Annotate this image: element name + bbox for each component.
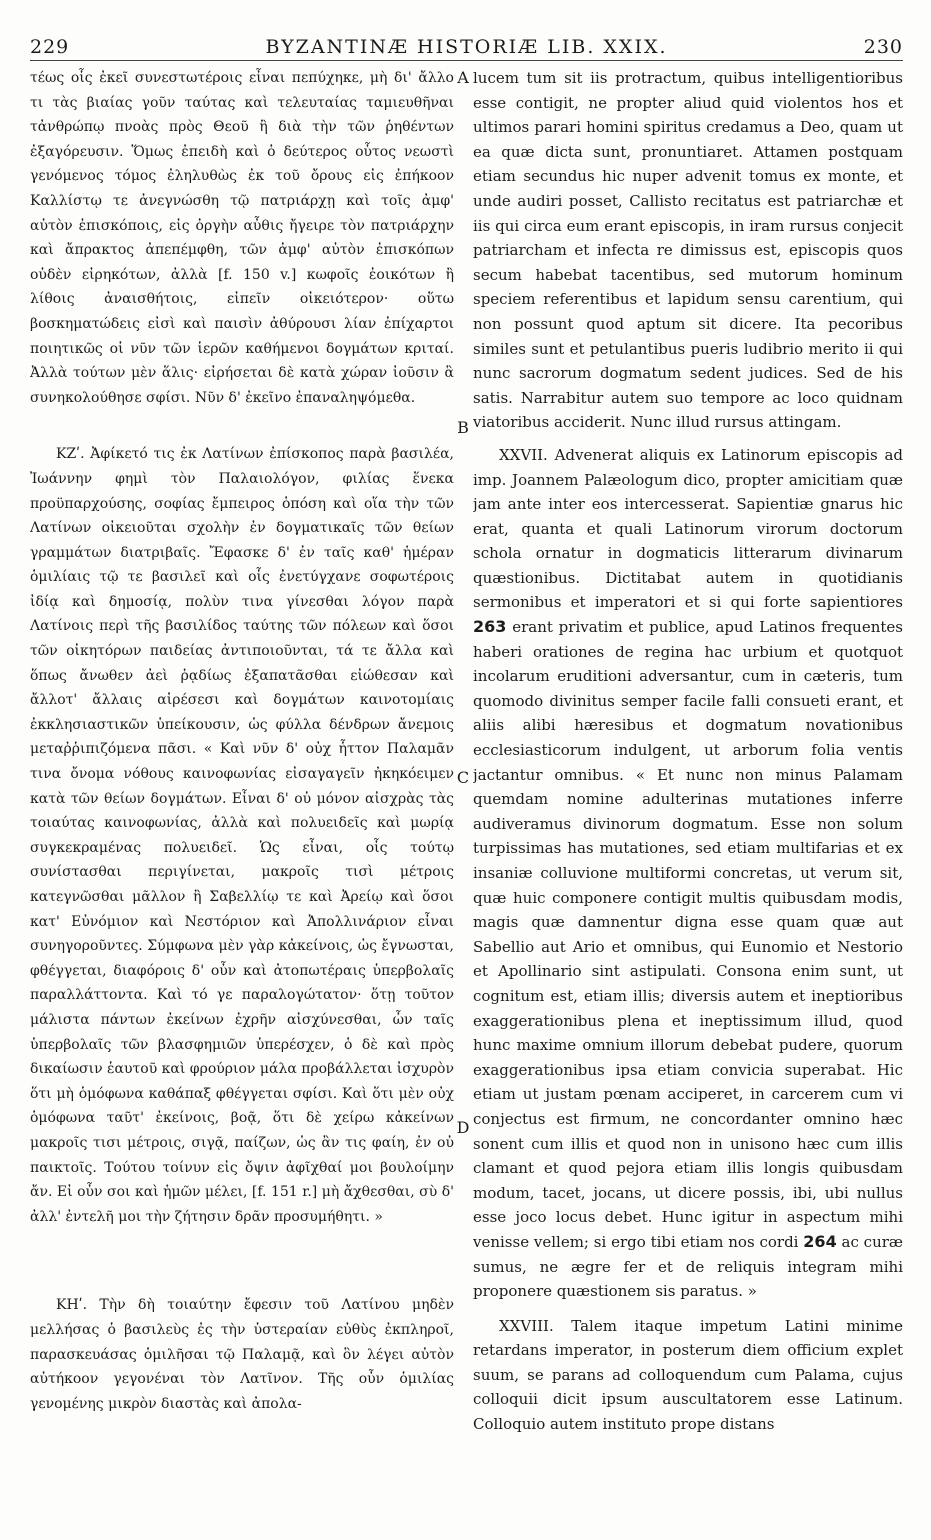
page-reference-264: 264: [803, 1231, 837, 1251]
margin-marker-a: A: [457, 68, 469, 87]
latin-section-28-number: XXVIII.: [499, 1316, 554, 1335]
latin-section-28: [473, 1314, 903, 1437]
margin-marker-b: B: [457, 418, 469, 437]
greek-section-28-text: Τὴν δὴ τοιαύτην ἔφεσιν τοῦ Λατίνου μηδὲν μελλήσας ὁ βασιλεὺς ἐς τὴν ὑστεραίαν εὐθὺς ἐκπληροῖ, παρασκευάσας ὁμιλῆσαι τῷ Παλαμᾷ, καὶ ὃν λέγει αὐτὸν αὐτήκοον γεγονέναι τὸν Λατῖνον. Τῆς οὖν ὁμιλίας γενομένης μικρὸν διαστὰς καὶ ἀπολα-: [30, 1297, 454, 1412]
latin-section-27-text-a: Advenerat aliquis ex Latinorum episcopis ad imp. Joannem Palæologum dico, propter amicitiam quæ jam ante inter eos intercesserat. Sapientiæ gnarus hic erat, quanta et quali Latinorum virorum doctorum schola ornatur in dogmaticis litterarum divinarum quæstionibus. Dictitabat autem in quotidianis sermonibus et imperatori et si qui forte sapientiores: [473, 445, 903, 612]
latin-section-28-text: Talem itaque impetum Latini minime retardans imperator, in posterum diem officium explet suum, se parans ad colloquendum cum Palama, cujus colloquii dicit ipsum auscultatorem esse Latinum. Colloquio autem instituto prope distans: [473, 1316, 903, 1434]
greek-section-27-number: ΚΖʹ.: [56, 446, 85, 463]
greek-section-27: [30, 442, 454, 1229]
greek-section-27-text: Ἀφίκετό τις ἐκ Λατίνων ἐπίσκοπος παρὰ βασιλέα, Ἰωάννην φημὶ τὸν Παλαιολόγον, φιλίας ἕνεκα προϋπαρχούσης, σοφίας ἔμπειρος ὁπόση καὶ οἵα τὴν τῶν Λατίνων οἰκειοῦται σχολὴν ἐν δογματικαῖς τῶν θείων γραμμάτων διατριβαῖς. Ἔφασκε δ' ἐν ταῖς καθ' ἡμέραν ὁμιλίαις τῷ τε βασιλεῖ καὶ οἷς ἐνετύγχανε σοφωτέροις ἰδίᾳ καὶ δημοσίᾳ, πολὺν τινα γίνεσθαι λόγον παρὰ Λατίνοις περὶ τῆς βασιλίδος ταύτης τῶν πόλεων καὶ ὅσοι τῶν οἰκητόρων παιδείας ἀντιποιοῦνται, τά τε ἄλλα καὶ ὅπως ἄνωθεν ἀεὶ ῥᾳδίως ἐξαπατᾶσθαι εἰώθεσαν καὶ ἄλλοτ' ἄλλαις αἱρέσεσι καὶ δογμάτων καινοτομίαις ἐκκλησιαστικῶν ὑπείκουσιν, ὡς φύλλα δένδρων ἄνεμοις μεταῤῥιπιζόμενα πᾶσι. « Καὶ νῦν δ' οὐχ ἧττον Παλαμᾶν τινα ὄνομα νόθους καινοφωνίας εἰσαγαγεῖν ἠκηκόειμεν κατὰ τῶν θείων δογμάτων. Εἶναι δ' οὐ μόνον αἰσχρὰς τὰς τοιαύτας καινοφωνίας, ἀλλὰ καὶ πολυειδεῖς καὶ μωρίᾳ συγκεκραμένας πολυειδεῖ. Ὡς εἶναι, οἷς τούτῳ συνίστασθαι περιγίνεται, μακροῖς τισὶ μέτροις κατεγνῶσθαι μᾶλλον ἢ Σαβελλίῳ τε καὶ Ἀρείῳ καὶ ὅσοι κατ' Εὐνόμιον καὶ Νεστόριον καὶ Ἀπολλινάριον εἶναι συνηγοροῦντες. Σύμφωνα μὲν γὰρ κἀκείνοις, ὡς ἔγνωσται, φθέγγεται, διαφόροις δ' οὖν καὶ ἀτοπωτέραις ὑπερβολαῖς παραλλάττοντα. Καὶ τό γε παραλογώτατον· ὅτῃ τοῦτον μάλιστα πάντων ἐκείνων ἐχρῆν αἰσχύνεσθαι, ὧν ταῖς ὑπερβολαῖς τῶν βλασφημιῶν ὑπερέσχεν, ὁ δὲ καὶ πρὸς δικαίωσιν ἑαυτοῦ καὶ φρούριον μάλα προβάλλεται ἰσχυρὸν ὅτι μὴ ὁμόφωνα καθάπαξ φθέγγεται σφίσι. Καὶ ὅτι μὲν οὐχ ὁμόφωνα ταῦτ' ἐκείνοις, βοᾷ, ὅτι δὲ χείρω κἀκείνων μακροῖς τισι μέτροις, σιγᾷ, παίζων, ὡς ἂν τις φαίη, ἐν οὐ παικτοῖς. Τούτου τοίνυν εἰς ὄψιν ἀφῖχθαί μοι βουλοίμην ἄν. Εἰ οὖν σοι καὶ ἡμῶν μέλει, [f. 151 r.] μὴ ἄχθεσθαι, σὺ δ' ἀλλ' ἐντελῆ μοι τὴν ζήτησιν δρᾶν προσυμήθητι. »: [30, 446, 454, 1225]
latin-section-27-text-c: ac curæ sumus, ne ægre fer et de reliquis integram mihi proponere quæstionem sis paratus. »: [473, 1232, 903, 1301]
latin-column: [473, 66, 903, 1526]
page-header: [30, 36, 903, 61]
greek-section-28-number: ΚΗʹ.: [56, 1297, 88, 1314]
page-number-right: 230: [863, 36, 903, 58]
latin-section-27-number: XXVII.: [499, 445, 548, 464]
page-reference-263: 263: [473, 617, 507, 637]
greek-section-28: [30, 1293, 454, 1416]
greek-paragraph-1: τέως οἷς ἐκεῖ συνεστωτέροις εἶναι πεπύχηκε, μὴ δι' ἄλλο τι τὰς βιαίας γοῦν ταύτας καὶ τελευταίας ταμιευθῆναι τἀνθρώπῳ πνοὰς πρὸς Θεοῦ ἢ διὰ τὴν τῶν ῥηθέντων ἐξαγόρευσιν. Ὅμως ἐπειδὴ καὶ ὁ δεύτερος οὗτος νεωστὶ γενόμενος τόμος ἐληλυθὼς ἐκ τοῦ ὄρους εἰς ἐπήκοον Καλλίστῳ τε ἀνεγνώσθη τῷ πατριάρχῃ καὶ τοῖς ἀμφ' αὐτὸν ἐπισκόποις, εἰς ὀργὴν αὖθις ἤγειρε τὸν πατριάρχην καὶ ἄπρακτος ἀπεπέμφθη, τῶν ἀμφ' αὐτὸν ἐπισκόπων οὐδὲν εἰρηκότων, ἀλλὰ [f. 150 v.] κωφοῖς ἐοικότων ἢ λίθοις ἀναισθήτοις, εἰπεῖν οἰκειότερον· οὕτω βοσκηματώδεις εἰσὶ καὶ παισὶν ἀθύρουσι λίαν ἐπίχαρτοι ποιητικῶς οἱ νῦν τῶν ἱερῶν καθήμενοι δογμάτων κριταί. Ἀλλὰ τούτων μὲν ἅλις· εἰρήσεται δὲ κατὰ χώραν ἰοῦσιν ἃ συνηκολούθησε σφίσι. Νῦν δ' ἐκεῖνο ἐπαναληψόμεθα.: [30, 70, 454, 406]
latin-paragraph-1: lucem tum sit iis protractum, quibus intelligentioribus esse contigit, ne propter aliud quid violentos hos et ultimos parari homini spiritus credamus a Deo, quam ut ea quæ dicta sunt, pronuntiaret. Attamen postquam etiam secundus hic nuper advenit tomus ex monte, et unde audiri posset, Callisto recitatus est patriarchæ et iis qui circa eum erant episcopis, in iram rursus conjecit patriarcham et infecta re dimissus est, episcopis quos secum habebat tacentibus, sed mutorum hominum speciem referentibus et lapidum sensu carentium, qui non possunt quod aptum sit dicere. Ita pecoribus similes sunt et petulantibus pueris ludibrio merito ii qui nunc sacrorum dogmatum sedent judices. Sed de his satis. Narrabitur autem suo tempore ac loco quidnam viatoribus acciderit. Nunc illud rursus attingam.: [473, 69, 903, 432]
latin-section-27: [473, 443, 903, 1304]
margin-marker-d: D: [456, 1118, 470, 1137]
latin-section-27-text-b: erant privatim et publice, apud Latinos frequentes haberi orationes de regina hac urbium et quotquot incolarum eruditioni adversantur, cum in cæteris, tum quomodo divinitus semper facile falli consueti erant, et aliis alibi hæresibus et dogmatum novationibus ecclesiasticorum indulgent, ut arborum folia ventis jactantur omnibus. « Et nunc non minus Palamam quemdam nomine adulterinas mutationes inferre audiveramus divinorum dogmatum. Esse non solum turpissimas has mutationes, sed etiam multifarias et ex insaniæ colluvione multiformi concretas, ut verum sit, quæ huic componere contigit multis quibusdam modis, magis quæ damnentur digna esse quam quæ aut Sabellio aut Ario et omnibus, qui Eunomio et Nestorio et Apollinario sint astipulati. Consona enim sunt, ut cognitum est, etiam illis; diversis autem et ineptioribus exaggerationibus plena et ineptissimum illud, quod hunc maxime omnium illorum debebat pudere, quorum exaggerationibus ipsa etiam convicia superabat. Hic etiam ut justam pœnam acciperet, in carcerem cum vi conjectus est firmum, ne concordanter omnino hæc sonent cum illis et quod non in unisono hæc cum illis clamant et quod pejora etiam illis longis quibusdam modum, tacet, jocans, ut dicere possis, ibi, ubi nullus esse joco locus debet. Hunc igitur in aspectum mihi venisse vellem; si ergo tibi etiam nos cordi: [473, 618, 903, 1251]
running-title: BYZANTINÆ HISTORIÆ LIB. XXIX.: [265, 36, 668, 58]
greek-column: [30, 66, 454, 1526]
margin-marker-c: C: [456, 768, 470, 787]
page-number-left: 229: [30, 36, 70, 58]
